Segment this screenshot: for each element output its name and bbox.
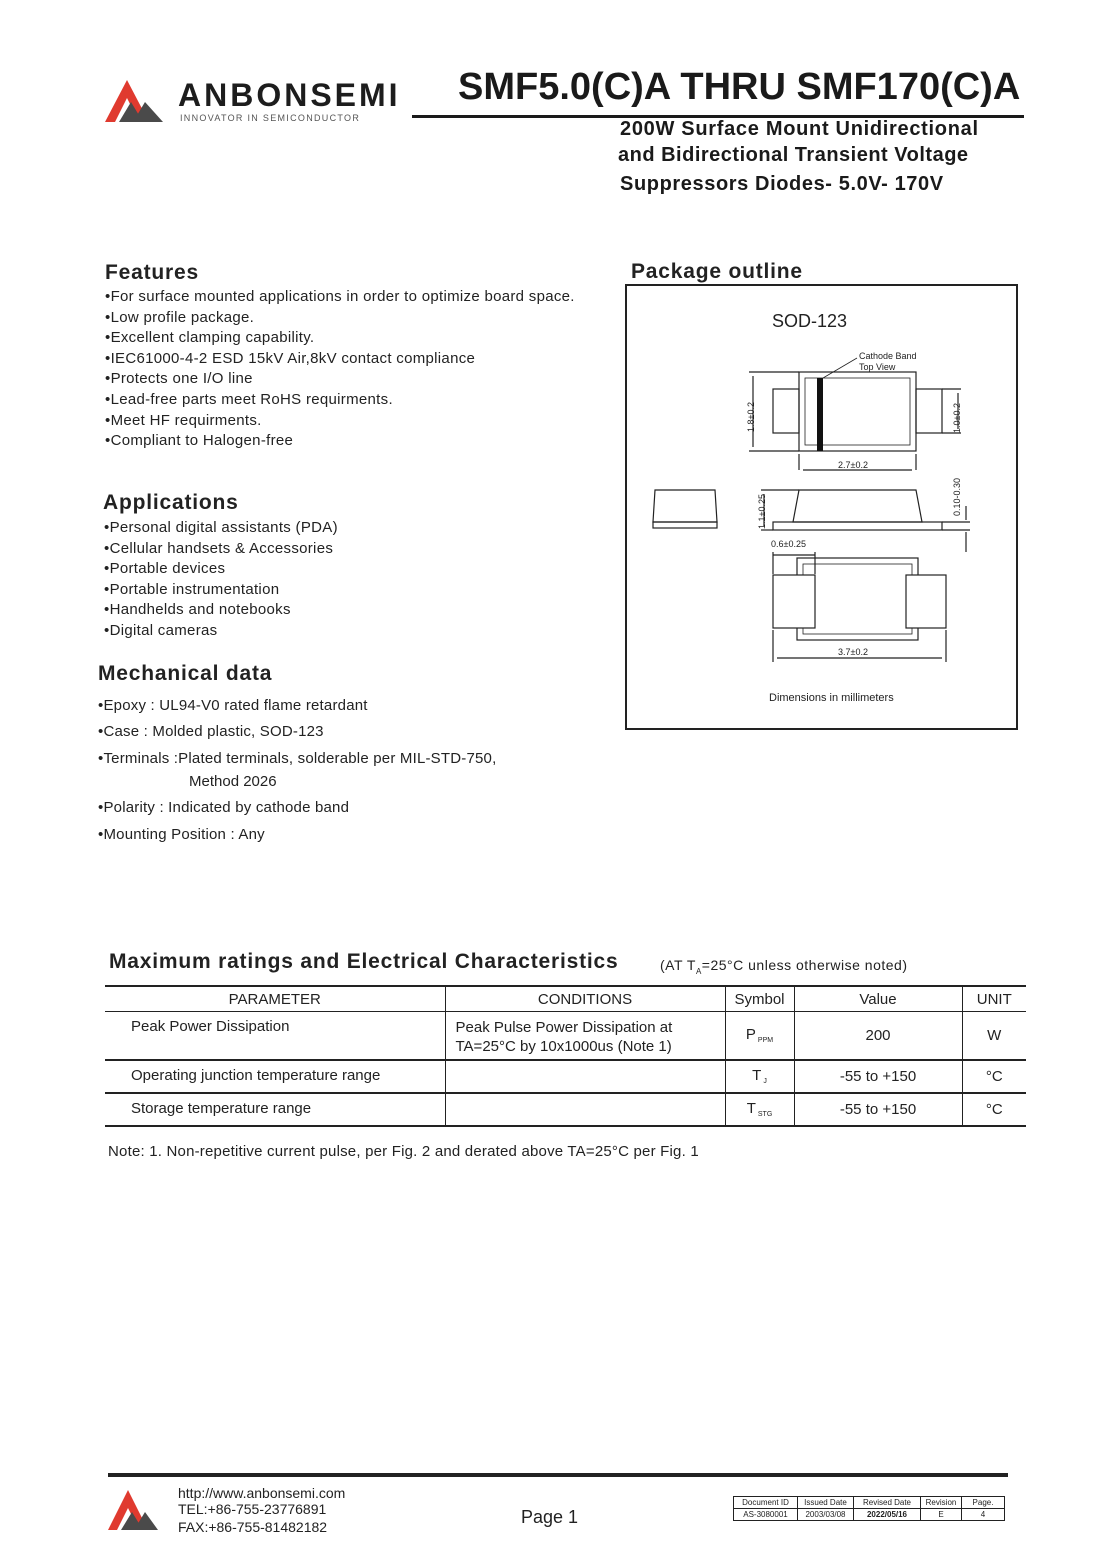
list-item: • Digital cameras xyxy=(104,621,338,642)
footer-logo-icon xyxy=(108,1488,158,1532)
package-name: SOD-123 xyxy=(772,311,848,331)
footer-fax: FAX:+86-755-81482182 xyxy=(178,1519,328,1535)
col-parameter: PARAMETER xyxy=(105,986,445,1012)
ratings-heading: Maximum ratings and Electrical Characteristics xyxy=(109,950,619,973)
list-item: • Handhelds and notebooks xyxy=(104,600,338,621)
cell-symbol xyxy=(725,1093,794,1126)
bottom-view-pad-left xyxy=(773,575,815,628)
dim-thickness: 1.1±0.25 xyxy=(757,494,767,529)
iso-body xyxy=(653,490,717,522)
package-note: Dimensions in millimeters xyxy=(769,692,894,704)
mech-case: • Case : Molded plastic, SOD-123 xyxy=(98,723,324,740)
doc-header: Revision xyxy=(921,1497,962,1509)
dim-total: 3.7±0.2 xyxy=(838,647,868,657)
cell-value: -55 to +150 xyxy=(794,1060,962,1093)
applications-heading: Applications xyxy=(103,491,239,514)
doc-header: Page. xyxy=(962,1497,1005,1509)
applications-list xyxy=(104,518,338,642)
cathode-band xyxy=(817,378,823,451)
col-value: Value xyxy=(794,986,962,1012)
symbol-main: T xyxy=(752,1067,762,1084)
list-item: • Portable instrumentation xyxy=(104,580,338,601)
side-view-leads xyxy=(773,522,942,530)
cell-value: 200 xyxy=(794,1012,962,1060)
list-item: • Personal digital assistants (PDA) xyxy=(104,518,338,539)
doc-value: AS-3080001 xyxy=(734,1509,798,1521)
mech-terminals: • Terminals :Plated terminals, solderable per MIL-STD-750, xyxy=(98,750,496,767)
footer-tel: TEL:+86-755-23776891 xyxy=(178,1501,327,1517)
symbol-main: T xyxy=(746,1100,756,1117)
brand-name: ANBONSEMI xyxy=(178,77,401,113)
doc-value: E xyxy=(921,1509,962,1521)
page-number: Page 1 xyxy=(521,1507,579,1527)
conditions-sub: A xyxy=(695,966,702,976)
cell-parameter: Operating junction temperature range xyxy=(105,1060,445,1093)
side-view-body xyxy=(793,490,922,522)
dim-lead: 1.0±0.2 xyxy=(952,403,962,433)
list-item: • Protects one I/O line xyxy=(105,369,575,390)
subtitle-line-1: 200W Surface Mount Unidirectional xyxy=(620,118,979,140)
footer-divider xyxy=(108,1473,1008,1477)
symbol-main: P xyxy=(745,1026,756,1044)
col-conditions: CONDITIONS xyxy=(445,986,725,1012)
doc-value: 2003/03/08 xyxy=(798,1509,854,1521)
table-row xyxy=(734,1509,1005,1521)
table-row xyxy=(105,1012,1026,1060)
bottom-view-pad-right xyxy=(906,575,946,628)
list-item: • IEC61000-4-2 ESD 15kV Air,8kV contact compliance xyxy=(105,349,575,370)
cell-unit: W xyxy=(962,1012,1026,1060)
cell-unit: °C xyxy=(962,1093,1026,1126)
dim-pad: 0.6±0.25 xyxy=(771,539,806,549)
cathode-band-label: Cathode Band xyxy=(859,351,917,361)
top-view-body xyxy=(799,372,916,451)
list-item: • Lead-free parts meet RoHS requirments. xyxy=(105,390,575,411)
doc-header: Issued Date xyxy=(798,1497,854,1509)
mechanical-heading: Mechanical data xyxy=(98,662,273,685)
doc-value: 4 xyxy=(962,1509,1005,1521)
list-item: • Meet HF requirments. xyxy=(105,411,575,432)
list-item: • Cellular handsets & Accessories xyxy=(104,539,338,560)
conditions-suffix: =25°C unless otherwise noted) xyxy=(701,957,908,973)
footer-website-link[interactable]: http://www.anbonsemi.com xyxy=(178,1485,346,1501)
cell-parameter: Peak Power Dissipation xyxy=(105,1012,445,1060)
list-item: • For surface mounted applications in order to optimize board space. xyxy=(105,287,575,308)
cell-conditions xyxy=(445,1060,725,1093)
features-list xyxy=(105,287,575,452)
list-item: • Compliant to Halogen-free xyxy=(105,431,575,452)
dim-width: 2.7±0.2 xyxy=(838,460,868,470)
dim-height: 1.8±0.2 xyxy=(746,402,756,432)
page-title: SMF5.0(C)A THRU SMF170(C)A xyxy=(458,66,1021,108)
top-view-lead-left xyxy=(773,389,799,433)
list-item: • Excellent clamping capability. xyxy=(105,328,575,349)
doc-header: Revised Date xyxy=(854,1497,921,1509)
top-view-label: Top View xyxy=(859,362,896,372)
mech-mounting: • Mounting Position : Any xyxy=(98,826,265,843)
cell-symbol xyxy=(725,1012,794,1060)
condition-line-2: TA=25°C by 10x1000us (Note 1) xyxy=(455,1038,672,1055)
cell-symbol xyxy=(725,1060,794,1093)
doc-header: Document ID xyxy=(734,1497,798,1509)
subtitle-line-3: Suppressors Diodes- 5.0V- 170V xyxy=(620,173,944,195)
features-heading: Features xyxy=(105,261,199,284)
document-info-table xyxy=(733,1496,1005,1521)
list-item: • Portable devices xyxy=(104,559,338,580)
table-row xyxy=(734,1497,1005,1509)
brand-tagline: INNOVATOR IN SEMICONDUCTOR xyxy=(180,113,361,123)
dim-lead-thickness: 0.10-0.30 xyxy=(952,477,962,516)
ratings-table xyxy=(105,985,1026,1127)
cell-conditions xyxy=(445,1093,725,1126)
symbol-sub: PPM xyxy=(757,1037,774,1045)
table-header-row xyxy=(105,986,1026,1012)
ratings-note: Note: 1. Non-repetitive current pulse, per Fig. 2 and derated above TA=25°C per Fig. 1 xyxy=(108,1143,699,1160)
condition-line-1: Peak Pulse Power Dissipation at xyxy=(455,1019,673,1036)
mech-polarity: • Polarity : Indicated by cathode band xyxy=(98,799,349,816)
col-symbol: Symbol xyxy=(725,986,794,1012)
package-heading: Package outline xyxy=(631,260,803,283)
subtitle-line-2: and Bidirectional Transient Voltage xyxy=(618,144,969,166)
symbol-sub: J xyxy=(763,1078,767,1085)
table-row xyxy=(105,1093,1026,1126)
ratings-conditions xyxy=(660,957,908,976)
table-row xyxy=(105,1060,1026,1093)
col-unit: UNIT xyxy=(962,986,1026,1012)
cell-value: -55 to +150 xyxy=(794,1093,962,1126)
cell-parameter: Storage temperature range xyxy=(105,1093,445,1126)
doc-value: 2022/05/16 xyxy=(854,1509,921,1521)
conditions-prefix: (AT T xyxy=(660,957,696,973)
cell-unit: °C xyxy=(962,1060,1026,1093)
symbol-sub: STG xyxy=(757,1111,773,1118)
list-item: • Low profile package. xyxy=(105,308,575,329)
top-view-lead-right xyxy=(916,389,942,433)
cell-conditions xyxy=(445,1012,725,1060)
mech-terminals-cont: Method 2026 xyxy=(189,773,277,790)
mech-epoxy: • Epoxy : UL94-V0 rated flame retardant xyxy=(98,697,368,714)
